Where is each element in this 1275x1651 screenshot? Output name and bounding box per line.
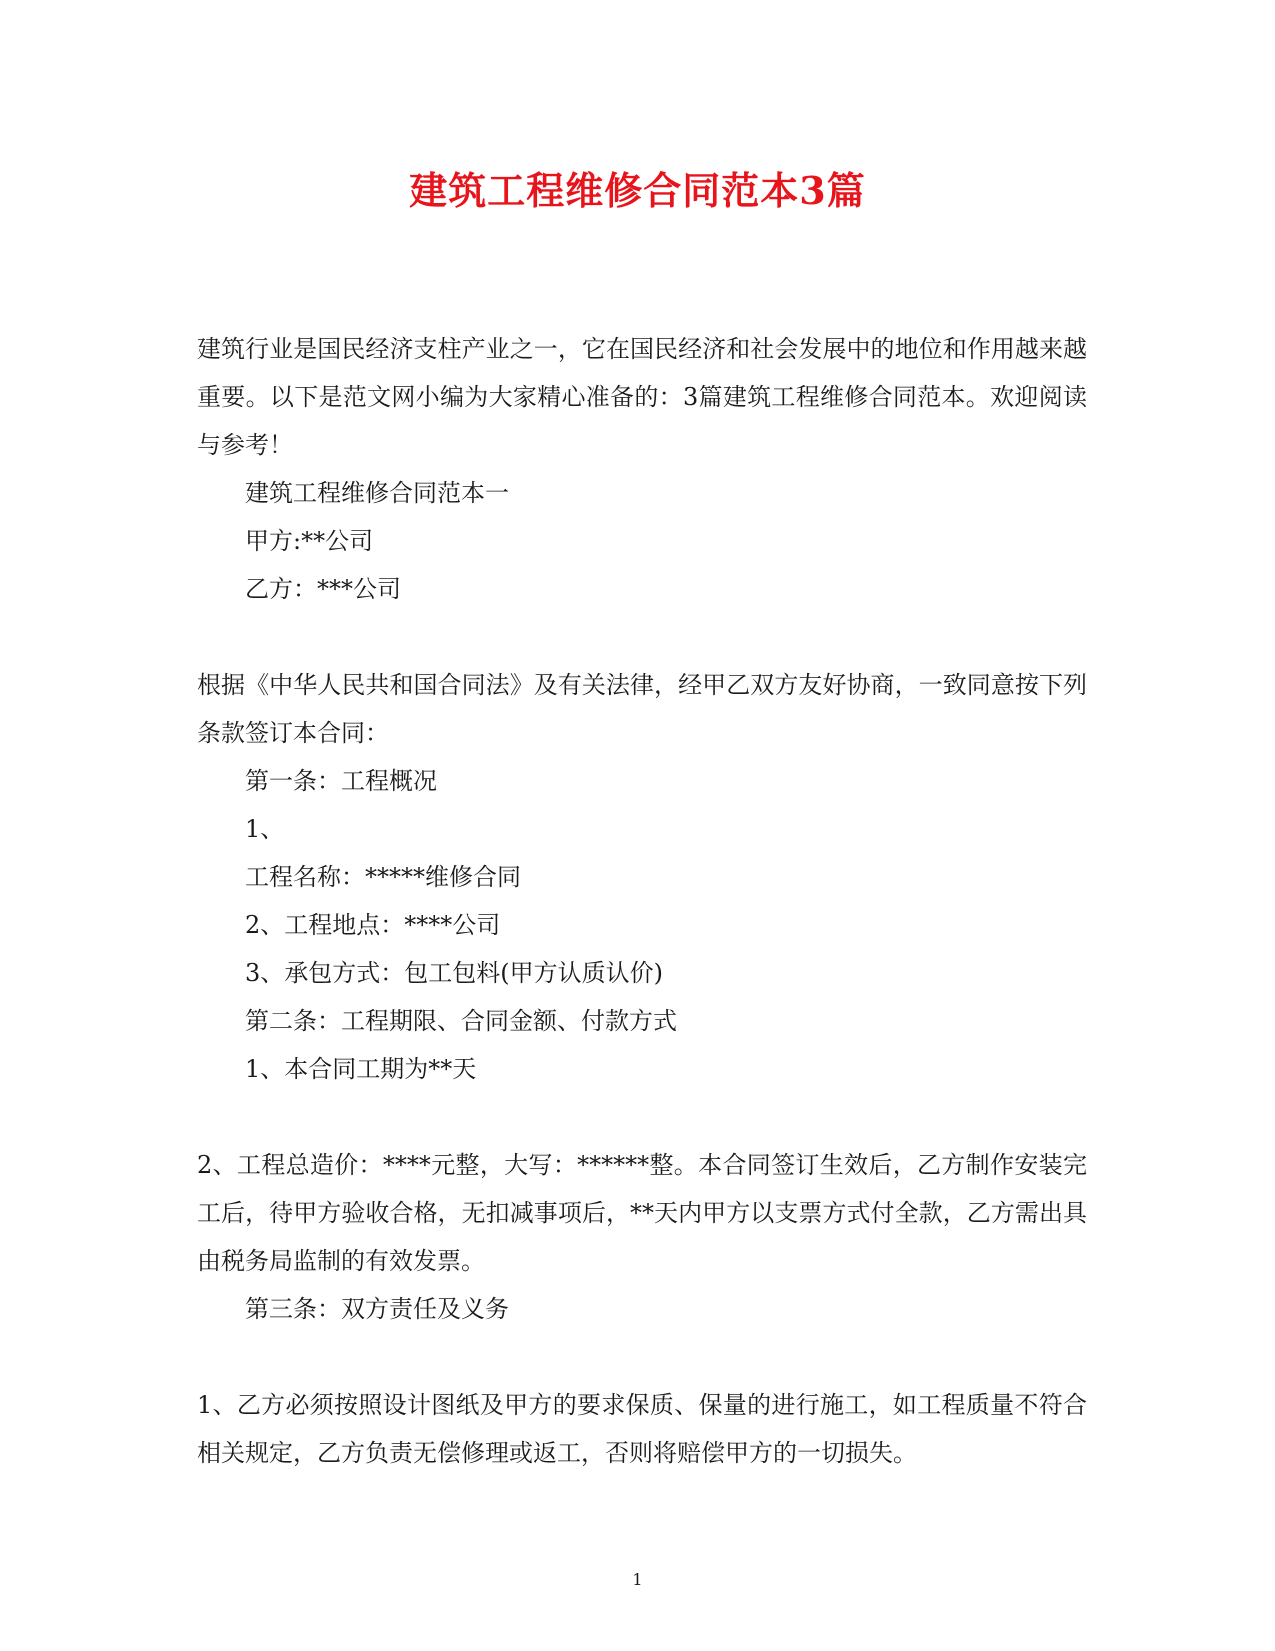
party-b: 乙方：***公司 [245,575,401,603]
article-3-title: 第三条：双方责任及义务 [245,1295,509,1323]
document-title: 建筑工程维修合同范本3篇 [409,168,866,213]
article-1-item-3: 3、承包方式：包工包料(甲方认质认价) [245,959,663,987]
article-1-item-1-text: 工程名称：*****维修合同 [245,863,521,891]
document-body [197,325,1087,1477]
article-1-title: 第一条：工程概况 [245,767,437,795]
page-number: 1 [632,1570,643,1589]
article-3-item-1: 1、乙方必须按照设计图纸及甲方的要求保质、保量的进行施工，如工程质量不符合相关规定，乙方负责无偿修理或返工，否则将赔偿甲方的一切损失。 [197,1391,1087,1467]
party-a: 甲方:**公司 [245,527,374,555]
preamble-paragraph: 根据《中华人民共和国合同法》及有关法律，经甲乙双方友好协商，一致同意按下列条款签订本合同： [197,671,1087,747]
article-1-item-1-number: 1、 [245,815,285,843]
article-2-item-2: 2、工程总造价：****元整，大写：******整。本合同签订生效后，乙方制作安装完工后，待甲方验收合格，无扣减事项后，**天内甲方以支票方式付全款，乙方需出具由税务局监制的有效发票。 [197,1151,1087,1275]
intro-paragraph: 建筑行业是国民经济支柱产业之一，它在国民经济和社会发展中的地位和作用越来越重要。以下是范文网小编为大家精心准备的：3篇建筑工程维修合同范本。欢迎阅读与参考！ [197,335,1087,459]
article-1-item-2: 2、工程地点：****公司 [245,911,501,939]
article-2-title: 第二条：工程期限、合同金额、付款方式 [245,1007,677,1035]
contract-heading: 建筑工程维修合同范本一 [245,479,509,507]
article-2-item-1: 1、本合同工期为**天 [245,1055,477,1083]
